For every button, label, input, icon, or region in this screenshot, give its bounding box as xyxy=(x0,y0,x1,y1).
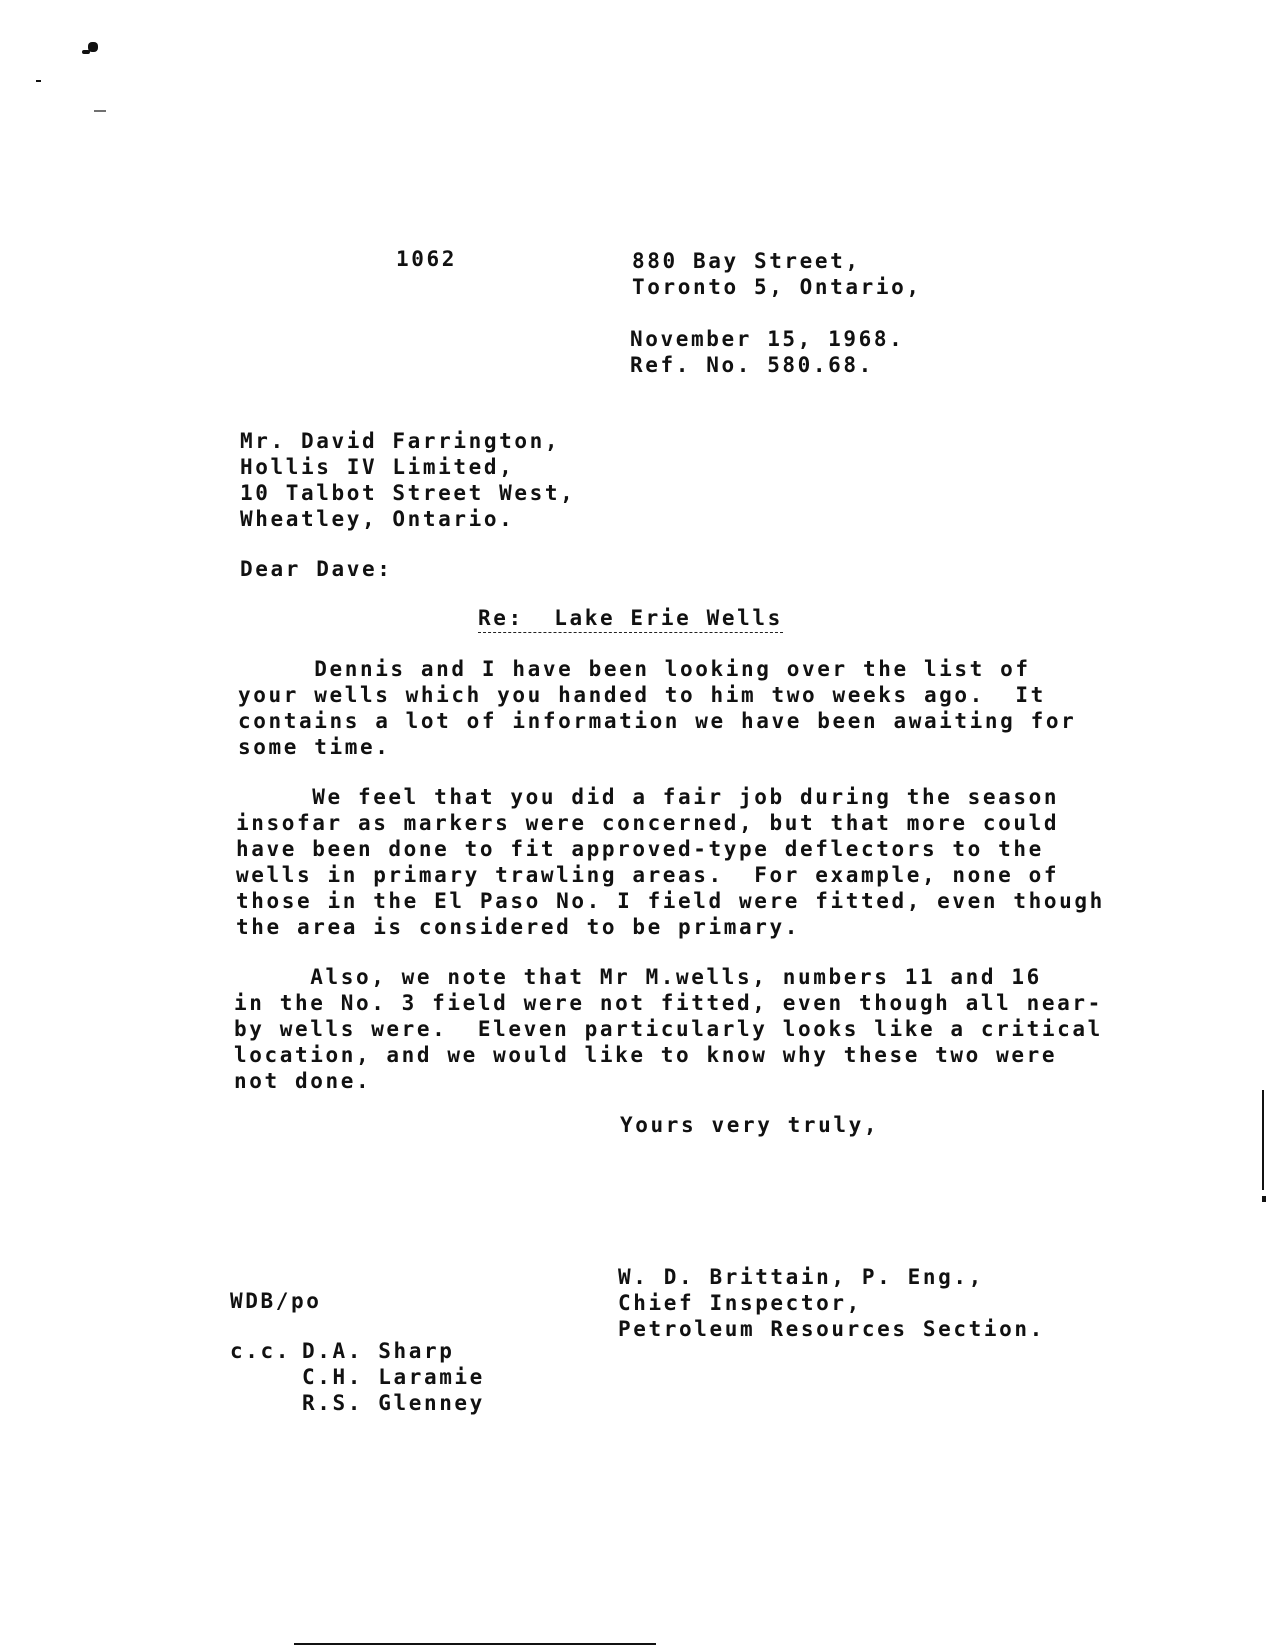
body-line: contains a lot of information we have been awaiting for xyxy=(238,709,1077,733)
sender-address-line-1: 880 Bay Street, xyxy=(632,249,861,273)
scan-speck xyxy=(82,50,90,54)
body-line: wells in primary trawling areas. For example, none of xyxy=(236,863,1060,887)
typist-initials: WDB/po xyxy=(230,1289,322,1313)
body-line: by wells were. Eleven particularly looks like a critical xyxy=(234,1017,1103,1041)
body-line: your wells which you handed to him two weeks ago. It xyxy=(238,683,1046,707)
cc-name: D.A. Sharp xyxy=(302,1339,455,1363)
scan-speck xyxy=(94,110,106,112)
body-line: have been done to fit approved-type deflectors to the xyxy=(236,837,1044,861)
body-line: those in the El Paso No. I field were fitted, even though xyxy=(236,889,1105,913)
body-line: not done. xyxy=(234,1069,372,1093)
signature-title: Chief Inspector, xyxy=(618,1291,862,1315)
recipient-line-4: Wheatley, Ontario. xyxy=(240,507,515,531)
cc-name: C.H. Laramie xyxy=(302,1365,485,1389)
sender-address-line-2: Toronto 5, Ontario, xyxy=(632,275,922,299)
recipient-line-2: Hollis IV Limited, xyxy=(240,455,515,479)
body-line: Dennis and I have been looking over the list of xyxy=(238,657,1031,681)
scan-edge-mark xyxy=(1262,1196,1266,1202)
subject-line: Re: Lake Erie Wells xyxy=(478,606,783,633)
cc-name: R.S. Glenney xyxy=(302,1391,485,1415)
signature-department: Petroleum Resources Section. xyxy=(618,1317,1045,1341)
reference-number: Ref. No. 580.68. xyxy=(630,353,874,377)
body-line: We feel that you did a fair job during the season xyxy=(236,785,1060,809)
body-line: in the No. 3 field were not fitted, even though all near- xyxy=(234,991,1103,1015)
salutation: Dear Dave: xyxy=(240,557,393,581)
scan-bottom-line xyxy=(294,1643,656,1645)
recipient-line-1: Mr. David Farrington, xyxy=(240,429,561,453)
body-line: insofar as markers were concerned, but that more could xyxy=(236,811,1060,835)
scan-edge-mark xyxy=(1262,1090,1264,1190)
closing: Yours very truly, xyxy=(620,1113,880,1137)
cc-label: c.c. xyxy=(230,1339,291,1363)
body-line: the area is considered to be primary. xyxy=(236,915,800,939)
recipient-line-3: 10 Talbot Street West, xyxy=(240,481,576,505)
body-line: some time. xyxy=(238,735,391,759)
file-number: 1062 xyxy=(396,247,457,271)
body-line: location, and we would like to know why these two were xyxy=(234,1043,1058,1067)
signature-name: W. D. Brittain, P. Eng., xyxy=(618,1265,984,1289)
letter-date: November 15, 1968. xyxy=(630,327,905,351)
scan-speck xyxy=(36,80,41,82)
body-line: Also, we note that Mr M.wells, numbers 11 and 16 xyxy=(234,965,1042,989)
